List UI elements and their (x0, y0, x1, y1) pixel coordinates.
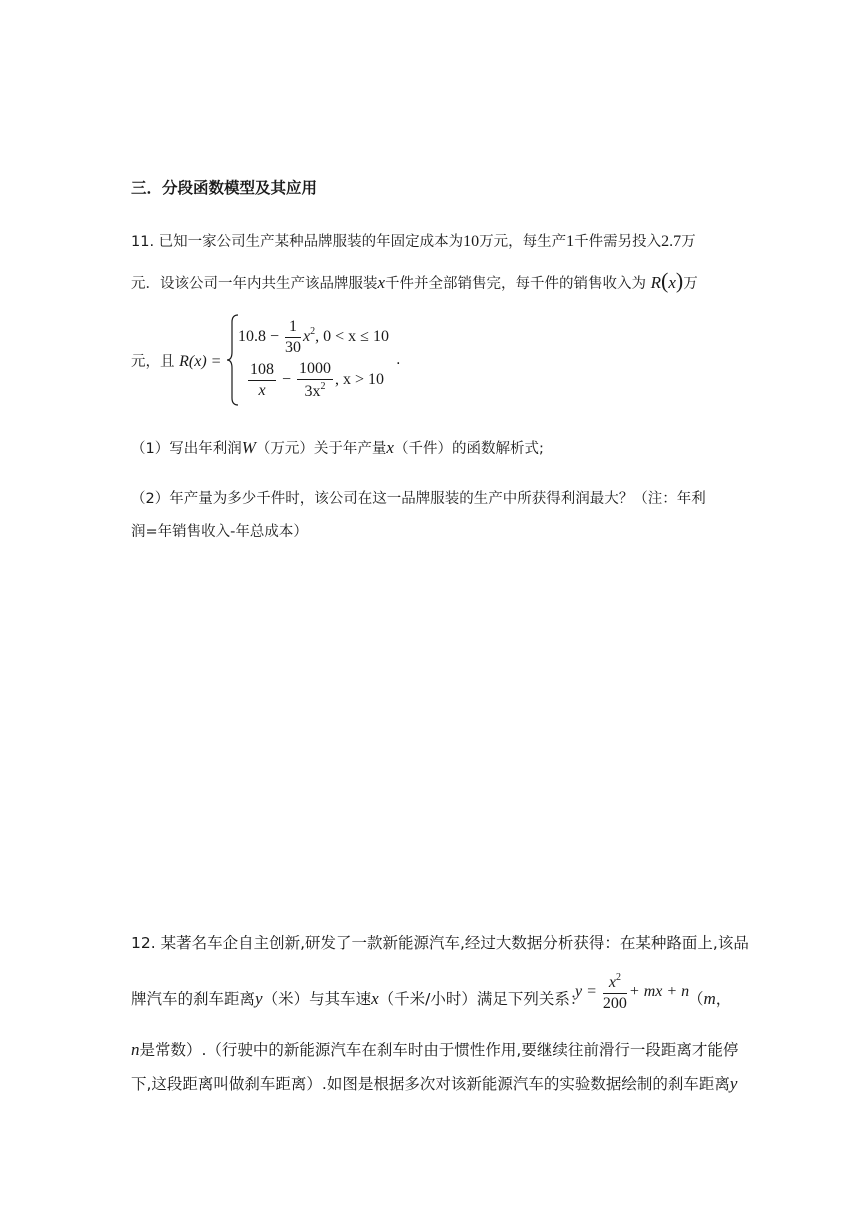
fraction-numerator: 108 (248, 361, 276, 381)
text-segment: 下,这段距离叫做刹车距离）.如图是根据多次对该新能源汽车的实验数据绘制的刹车距离 (131, 1075, 730, 1093)
problem-11-line-1 (131, 230, 696, 251)
text-segment: 千件需另投入 (574, 234, 662, 250)
fraction-1000-3x2 (297, 360, 333, 401)
fraction-numerator: 1 (285, 318, 301, 338)
exponent: 2 (615, 972, 621, 983)
problem-12-line-1: 12. 某著名车企自主创新,研发了一款新能源汽车,经过大数据分析获得：在某种路面上,该品 (131, 934, 749, 952)
question-2-line-2: 润=年销售收入-年总成本） (131, 524, 308, 540)
case-1-var: x (303, 328, 311, 346)
math-var-x: x (371, 989, 379, 1008)
paren: ) (675, 268, 684, 293)
question-1 (131, 437, 544, 458)
fraction-denominator (297, 380, 333, 401)
math-var-y: y (255, 989, 263, 1008)
fraction-108-x (248, 361, 276, 400)
fraction-denominator: x (258, 382, 266, 399)
text-segment: 是常数）.（行驶中的新能源汽车在刹车时由于惯性作用,要继续往前滑行一段距离才能停 (139, 1041, 739, 1059)
piecewise-case-1 (238, 318, 389, 357)
text-segment: 元，且 (131, 354, 175, 370)
text-segment: （千米/小时）满足下列关系： (378, 990, 586, 1008)
text-segment: 牌汽车的刹车距离 (131, 990, 256, 1008)
minus-sign: − (282, 371, 292, 389)
fraction-denominator: 200 (602, 995, 627, 1012)
problem-12-line-4 (131, 1072, 737, 1094)
math-var-R: R (650, 273, 662, 292)
piecewise-case-2 (246, 360, 384, 401)
text-segment: （米）与其车速 (262, 990, 372, 1008)
text-segment: 万 (681, 234, 696, 250)
text-segment: （1）写出年利润 (131, 441, 242, 457)
braking-formula (575, 972, 689, 1013)
math-var-x: x (386, 438, 394, 457)
problem-11-line-3-label (131, 350, 221, 371)
denominator-text: 3x (304, 383, 321, 400)
paren: ( (661, 268, 669, 293)
case-1-constant: 10.8 − (238, 328, 280, 346)
text-segment: （ (688, 990, 704, 1008)
function-name: R(x) = (179, 353, 222, 370)
text-segment: 元．设该公司一年内共生产该品牌服装 (131, 276, 378, 292)
problem-12-line-3 (131, 1038, 738, 1060)
end-period: . (396, 352, 401, 368)
text-segment: 万 (683, 276, 698, 292)
fraction-1-30 (285, 318, 301, 357)
text-segment: （千件）的函数解析式; (393, 441, 544, 457)
formula-lhs: y = (575, 983, 597, 1001)
problem-12-line-2-end (688, 987, 731, 1009)
text-segment: ， (715, 990, 732, 1008)
math-var-m: m (703, 989, 716, 1008)
math-var-x: x (377, 273, 386, 292)
case-1-condition: , 0 < x ≤ 10 (315, 328, 389, 346)
text-segment: （万元）关于年产量 (255, 441, 387, 457)
math-value: 1 (566, 233, 575, 250)
math-value: 2.7 (661, 233, 682, 250)
text-segment: 万元，每生产 (479, 234, 567, 250)
numerator-var: x (608, 974, 616, 991)
fraction-numerator: 1000 (297, 360, 333, 380)
problem-number: 11. (131, 234, 155, 250)
case-2-condition: , x > 10 (335, 371, 385, 389)
question-2-line-1: （2）年产量为多少千件时，该公司在这一品牌服装的生产中所获得利润最大？（注：年利 (131, 491, 706, 507)
text-segment: 已知一家公司生产某种品牌服装的年固定成本为 (158, 234, 464, 250)
math-var-W: W (241, 438, 256, 457)
fraction-numerator (603, 972, 627, 994)
section-heading: 三．分段函数模型及其应用 (131, 179, 318, 197)
text-segment: 千件并全部销售完，每千件的销售收入为 (385, 276, 647, 292)
exponent: 2 (310, 326, 316, 338)
problem-11-line-2 (131, 268, 698, 294)
problem-12-line-2 (131, 987, 585, 1009)
math-var-y: y (729, 1074, 738, 1093)
formula-tail: + mx + n (628, 983, 690, 1001)
fraction-denominator: 30 (285, 339, 302, 356)
math-var-n: n (131, 1040, 140, 1059)
math-var-x: x (668, 273, 676, 292)
math-value: 10 (463, 233, 480, 250)
exponent: 2 (320, 381, 326, 392)
fraction-x2-200 (603, 972, 627, 1013)
